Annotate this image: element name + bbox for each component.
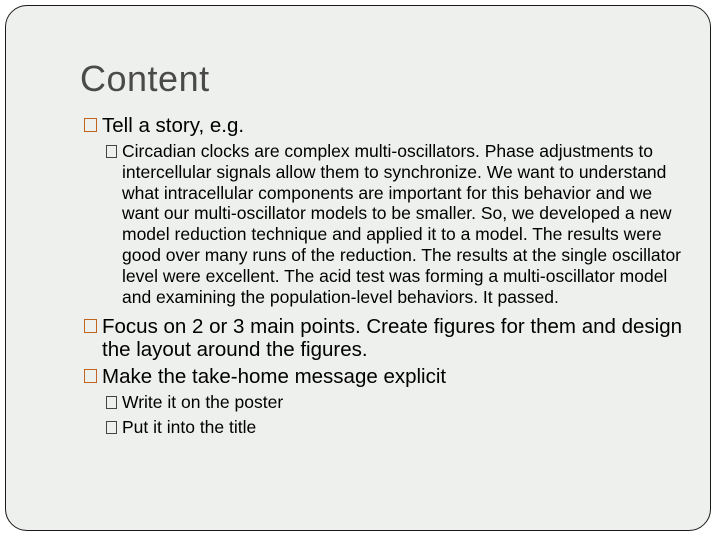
- bullet-text: Make the take-home message explicit: [102, 365, 447, 389]
- bullet-focus-points: [84, 315, 684, 361]
- sub-bullet-box-icon: [106, 396, 117, 409]
- sub-bullet-text: Put it into the title: [122, 417, 257, 438]
- sub-bullet-circadian: [84, 141, 684, 307]
- bullet-take-home: [84, 365, 684, 388]
- bullet-box-icon: [84, 118, 97, 132]
- sub-bullet-box-icon: [106, 421, 117, 434]
- bullet-box-icon: [84, 369, 97, 383]
- bullet-box-icon: [84, 319, 97, 333]
- sub-bullet-box-icon: [106, 145, 117, 158]
- slide-title: Content: [80, 58, 210, 99]
- sub-bullet-put-title: [84, 417, 684, 438]
- sub-bullet-text: Write it on the poster: [122, 392, 284, 413]
- bullet-text: Tell a story, e.g.: [102, 114, 245, 137]
- bullet-text: Focus on 2 or 3 main points. Create figures for them and design the layout around the figures.: [102, 315, 683, 362]
- bullet-tell-story: [84, 114, 684, 137]
- sub-bullet-write-poster: [84, 392, 684, 413]
- bullet-list: [84, 114, 684, 442]
- sub-bullet-text: Circadian clocks are complex multi-oscillators. Phase adjustments to intercellular signals allow them to synchronize. We want to understand what intracellular components are important for this behavior and we want our multi-oscillator models to be smaller. So, we developed a new model reduction technique and applied it to a model. The results were good over many runs of the reduction. The results at the single oscillator level were excellent. The acid test was forming a multi-oscillator model and examining the population-level behaviors. It passed.: [122, 141, 682, 307]
